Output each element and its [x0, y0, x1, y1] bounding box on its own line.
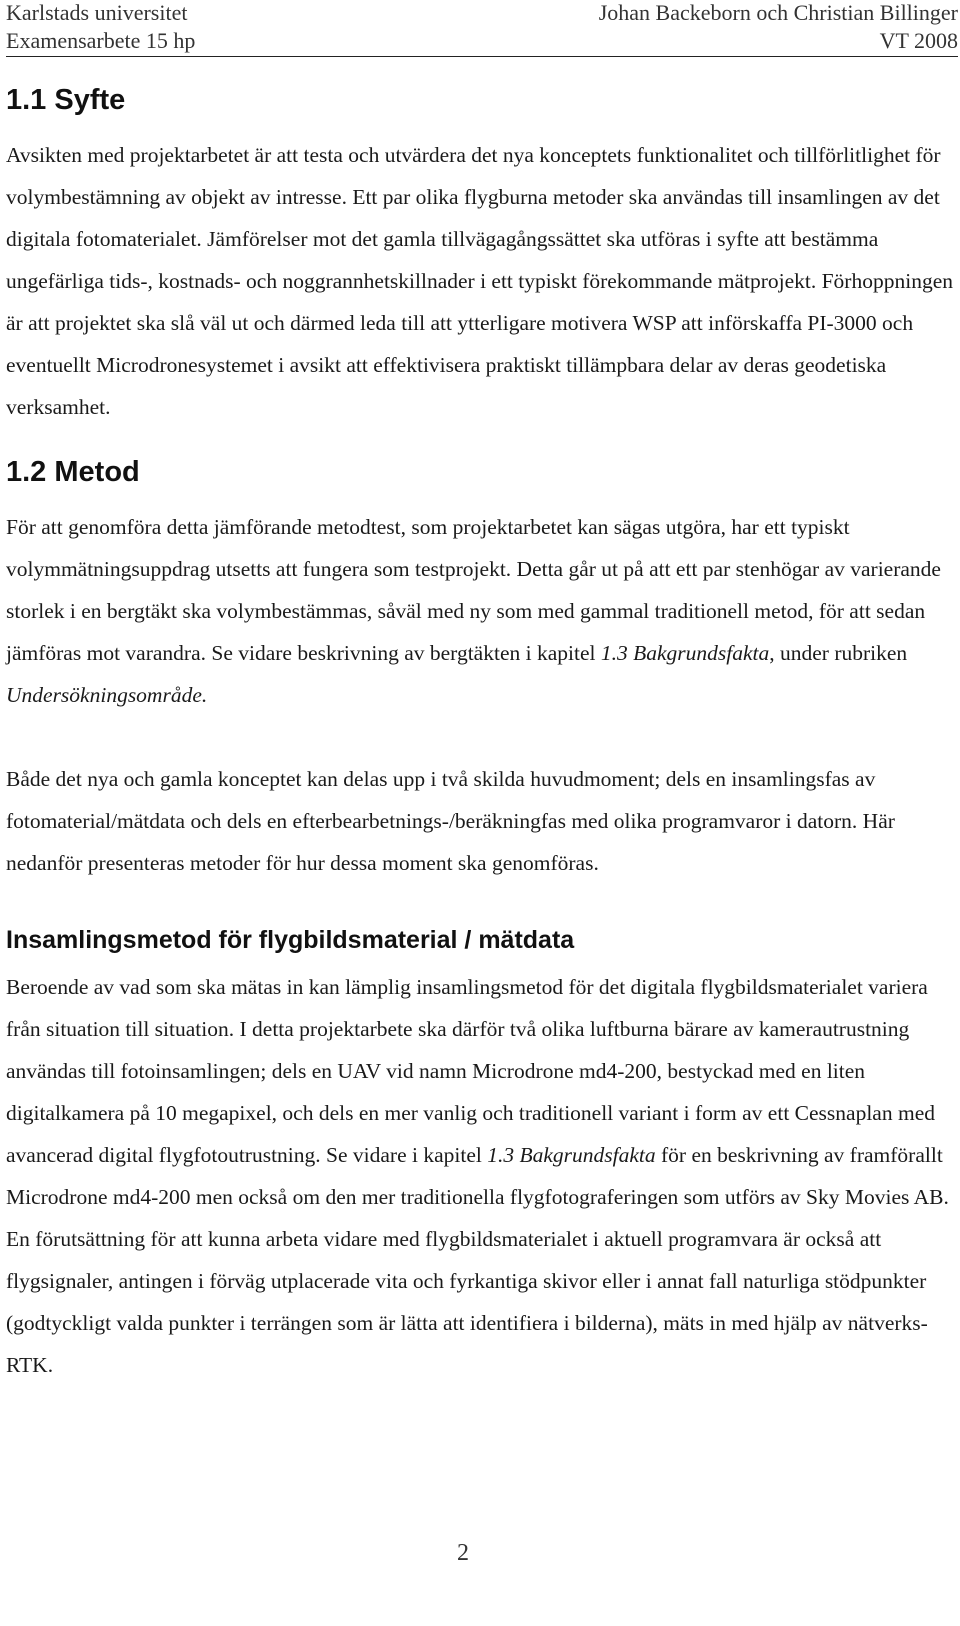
header-university: Karlstads universitet [6, 0, 188, 25]
paragraph-metod-1-text: För att genomföra detta jämförande metodtest, som projektarbetet kan sägas utgöra, har ett typiskt volymmätningsuppdrag utsetts att fungera som testprojekt. Detta går ut på att ett par stenhögar av varierande storlek i en bergtäkt ska volymbestämmas, såväl med ny som med gammal traditionell metod, för att sedan jämföras mot varandra. Se vidare beskrivning av bergtäkten i kapitel [6, 515, 941, 665]
header-authors: Johan Backeborn och Christian Billinger [598, 0, 958, 25]
paragraph-metod-2: Både det nya och gamla konceptet kan delas upp i två skilda huvudmoment; dels en insamlingsfas av fotomaterial/mätdata och dels en efterbearbetnings-/beräkningfas med olika programvaror i datorn. Här nedanför presenteras metoder för hur dessa moment ska genomföras. [6, 767, 895, 875]
header-term: VT 2008 [879, 28, 958, 53]
chapter-reference: 1.3 Bakgrundsfakta [600, 641, 770, 665]
page-number: 2 [457, 1540, 469, 1566]
paragraph-insamling [6, 966, 956, 1386]
document-body [6, 80, 956, 1386]
header-course: Examensarbete 15 hp [6, 28, 196, 53]
paragraph-syfte: Avsikten med projektarbetet är att testa och utvärdera det nya konceptets funktionalitet och tillförlitlighet för volymbestämning av objekt av intresse. Ett par olika flygburna metoder ska användas till insamlingen av det digitala fotomaterialet. Jämförelser mot det gamla tillvägagångssättet ska utföras i syfte att bestämma ungefärliga tids-, kostnads- och noggrannhetskillnader i ett typiskt förekommande mätprojekt. Förhoppningen är att projektet ska slå väl ut och därmed leda till att ytterligare motivera WSP att införskaffa PI-3000 och eventuellt Microdronesystemet i avsikt att effektivisera praktiskt tillämpbara delar av deras geodetiska verksamhet. [6, 143, 953, 419]
paragraph-metod-1-mid: , under rubriken [769, 641, 908, 665]
subheading-reference: Undersökningsområde. [6, 683, 208, 707]
paragraph-metod-1 [6, 506, 956, 716]
subsection-heading-insamling: Insamlingsmetod för flygbildsmaterial / mätdata [6, 926, 575, 954]
paragraph-insamling-end: för en beskrivning av framförallt Microdrone md4-200 men också om den mer traditionella flygfotograferingen som utförs av Sky Movies AB. En förutsättning för att kunna arbeta vidare med flygbildsmaterialet i aktuell programvara är också att flygsignaler, antingen i förväg utplacerade vita och fyrkantiga skivor eller i annat fall naturliga stödpunkter (godtyckligt valda punkter i terrängen som är lätta att identifiera i bilderna), mäts in med hjälp av nätverks-RTK. [6, 1143, 949, 1377]
paragraph-insamling-text: Beroende av vad som ska mätas in kan lämplig insamlingsmetod för det digitala flygbildsmaterialet variera från situation till situation. I detta projektarbete ska därför två olika luftburna bärare av kamerautrustning användas till fotoinsamlingen; dels en UAV vid namn Microdrone md4-200, bestyckad med en liten digitalkamera på 10 megapixel, och dels en mer vanlig och traditionell variant i form av ett Cessnaplan med avancerad digital flygfotoutrustning. Se vidare i kapitel [6, 975, 935, 1167]
chapter-reference: 1.3 Bakgrundsfakta [487, 1143, 656, 1167]
page-header [6, 0, 958, 57]
section-heading-metod: 1.2 Metod [6, 456, 140, 488]
section-heading-syfte: 1.1 Syfte [6, 84, 126, 116]
